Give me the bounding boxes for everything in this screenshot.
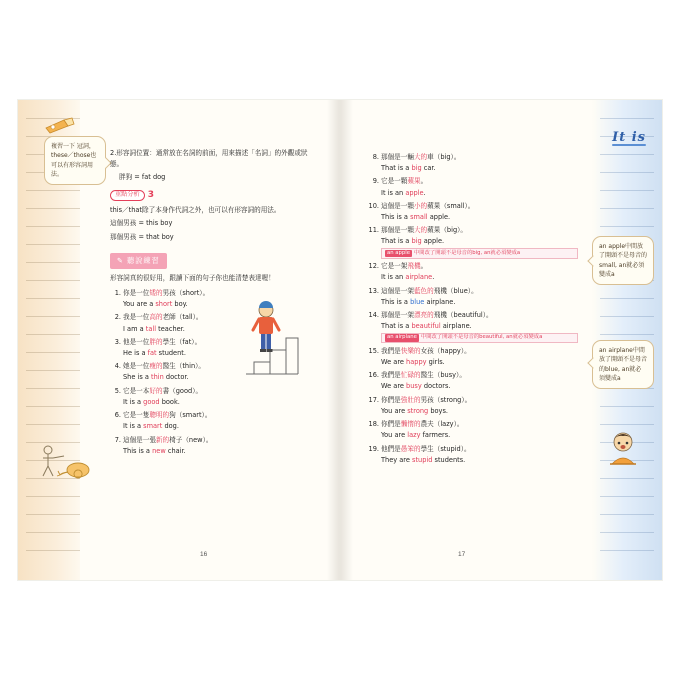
it-is-title-art: It is	[612, 130, 646, 145]
item-number: 16.	[368, 371, 379, 380]
adj-position-example: 胖狗 = fat dog	[119, 173, 166, 182]
review-reminder-text: 複習一下 冠詞，these／those也可以有形容詞用法。	[51, 143, 97, 178]
item-zh: 它是一架飛機。	[381, 262, 428, 271]
item-zh: 這個是一張新的椅子（new）。	[123, 435, 213, 444]
article-note: an apple 中間改了開頭不是母音的big, an就必須變成a	[381, 248, 578, 258]
review-reminder-bubble	[44, 136, 106, 185]
item-number: 12.	[368, 262, 379, 271]
item-zh: 它是一顆蘋果。	[381, 177, 428, 186]
item-en: It is an airplane.	[381, 273, 435, 282]
an-airplane-note-bubble	[592, 340, 654, 389]
list-item	[368, 395, 578, 417]
item-en: This is a new chair.	[123, 446, 186, 455]
item-zh: 他是一位胖的學生（fat）。	[123, 337, 202, 346]
item-number: 17.	[368, 395, 379, 404]
list-item	[110, 410, 310, 432]
left-page	[18, 100, 340, 580]
item-en: He is a fat student.	[123, 348, 186, 357]
practice-intro: 形容詞真的很好用，跟讀下面的句子你也能清楚表達喔！	[110, 274, 275, 283]
item-en: You are lazy farmers.	[381, 431, 451, 440]
list-item	[368, 261, 578, 283]
item-zh: 這個是一顆小的蘋果（small）。	[381, 201, 475, 210]
analysis-tag: 重點分析	[110, 190, 145, 201]
list-item	[368, 370, 578, 392]
item-number: 2.	[114, 313, 121, 322]
list-item	[368, 152, 578, 174]
item-en: She is a thin doctor.	[123, 373, 189, 382]
item-zh: 我們是快樂的女孩（happy）。	[381, 346, 471, 355]
item-number: 8.	[372, 153, 379, 161]
analysis-line-2: 這個男孩 = this boy	[110, 219, 173, 228]
list-item	[368, 201, 578, 223]
item-en: We are happy girls.	[381, 358, 445, 367]
item-en: That is a big apple.	[381, 237, 445, 246]
an-apple-note-text: an apple中間放了開頭不是母音的small, an就必須變成a	[599, 243, 648, 278]
item-zh: 你是一位矮的男孩（short）。	[123, 288, 210, 297]
left-page-number: 16	[200, 551, 208, 558]
list-item	[110, 386, 310, 408]
item-en: You are a short boy.	[123, 300, 188, 309]
item-en: That is a big car.	[381, 164, 436, 173]
right-page-number: 17	[458, 551, 466, 558]
item-number: 4.	[114, 362, 121, 371]
analysis-line-1: this／that除了本身作代詞之外，也可以有形容詞的用法。	[110, 205, 281, 214]
item-zh: 她是一位瘦的醫生（thin）。	[123, 362, 206, 371]
list-item	[110, 435, 310, 457]
analysis-number: 3	[147, 190, 155, 201]
list-item	[368, 310, 578, 343]
article-note: an airplane 中間改了開頭不是母音的beautiful, an就必須變成a	[381, 333, 578, 343]
item-zh: 它是一本好的書（good）。	[123, 386, 203, 395]
item-zh: 它是一隻聰明的狗（smart）。	[123, 411, 212, 420]
item-zh: 你們是強壯的男孩（strong）。	[381, 395, 472, 404]
item-en: That is a beautiful airplane.	[381, 322, 472, 331]
item-number: 11.	[368, 226, 379, 235]
practice-section-heading	[110, 253, 167, 270]
pencil-small-icon: ✎	[117, 255, 125, 265]
item-en: You are strong boys.	[381, 406, 448, 415]
item-number: 18.	[368, 420, 379, 429]
item-en: It is a good book.	[123, 397, 180, 406]
adj-position-heading: 2.形容詞位置：通常放在名詞的前面，用來描述「名詞」的外觀或狀態。	[110, 149, 308, 168]
item-number: 9.	[372, 177, 379, 186]
item-zh: 他們是愚笨的學生（stupid）。	[381, 444, 471, 453]
item-zh: 我們是忙碌的醫生（busy）。	[381, 371, 466, 380]
item-en: They are stupid students.	[381, 455, 466, 464]
item-number: 14.	[368, 311, 379, 320]
pencil-icon	[44, 116, 78, 134]
item-number: 5.	[114, 386, 121, 395]
right-page	[340, 100, 662, 580]
list-item	[368, 419, 578, 441]
item-zh: 這個是一架藍色的飛機（blue）。	[381, 286, 478, 295]
item-number: 6.	[114, 411, 121, 420]
list-item	[368, 176, 578, 198]
item-en: This is a blue airplane.	[381, 297, 456, 306]
snail-and-stick-figure-illustration	[34, 436, 94, 482]
item-number: 7.	[114, 435, 121, 444]
practice-section-label: 聽說練習	[127, 255, 160, 265]
item-number: 19.	[368, 444, 379, 453]
item-en: We are busy doctors.	[381, 382, 451, 391]
right-page-text-column	[368, 148, 578, 468]
item-number: 3.	[114, 337, 121, 346]
item-en: It is a smart dog.	[123, 422, 179, 431]
item-en: I am a tall teacher.	[123, 324, 185, 333]
item-number: 10.	[368, 201, 379, 210]
an-airplane-note-text: an airplane中間放了開頭不是母音的blue, an就必須變成a	[599, 347, 648, 382]
item-zh: 你們是懶惰的農夫（lazy）。	[381, 420, 464, 429]
item-number: 13.	[368, 286, 379, 295]
analysis-line-3: 那個男孩 = that boy	[110, 232, 174, 241]
analysis-tag-row	[110, 188, 310, 203]
item-number: 1.	[114, 288, 121, 297]
boy-on-stairs-illustration	[240, 288, 304, 380]
item-en: This is a small apple.	[381, 213, 451, 222]
list-item	[368, 346, 578, 368]
item-zh: 那個是一顆大的蘋果（big）。	[381, 226, 468, 235]
item-zh: 那個是一輛大的車（big）。	[381, 153, 461, 161]
an-apple-note-bubble	[592, 236, 654, 285]
item-number: 15.	[368, 346, 379, 355]
item-zh: 那個是一架漂亮的飛機（beautiful）。	[381, 311, 493, 320]
list-item	[368, 444, 578, 466]
open-book	[18, 100, 662, 580]
right-practice-list	[368, 152, 578, 465]
item-en: It is an apple.	[381, 188, 426, 197]
list-item	[368, 286, 578, 308]
item-zh: 我是一位高的老師（tall）。	[123, 313, 203, 322]
list-item	[368, 225, 578, 258]
surprised-kid-illustration	[600, 426, 646, 472]
